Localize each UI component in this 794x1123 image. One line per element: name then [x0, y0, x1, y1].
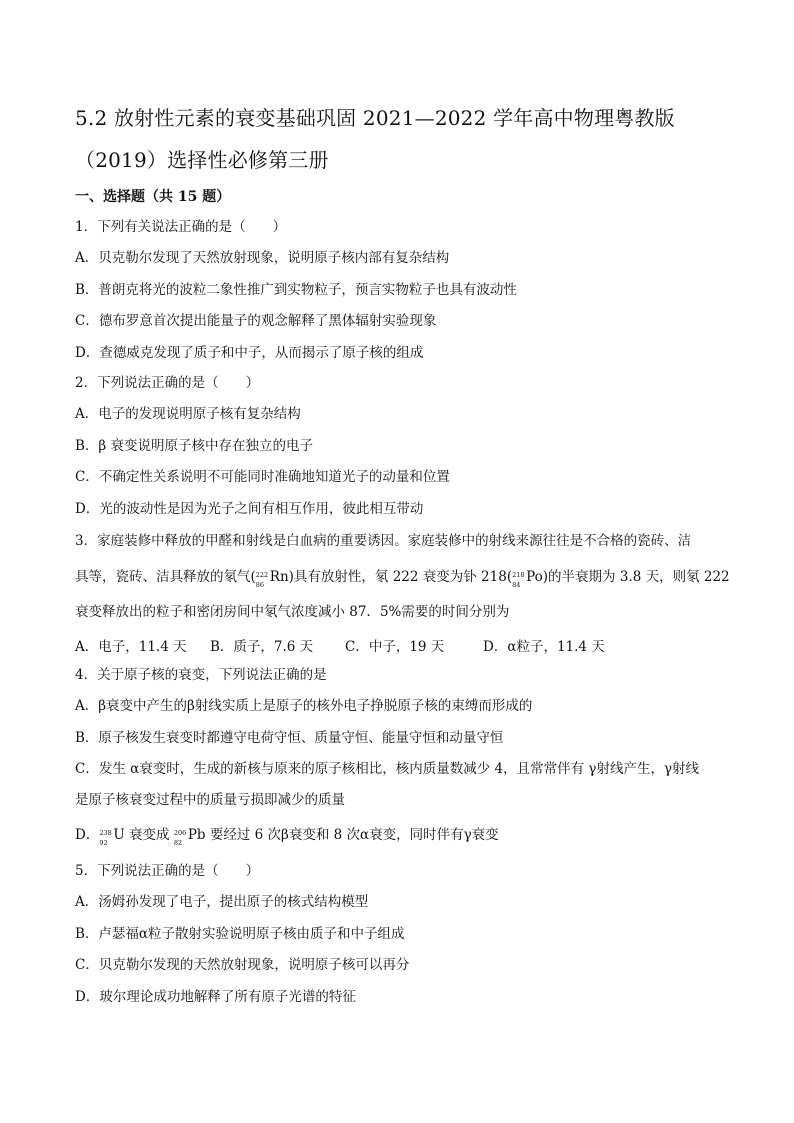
polonium-atomic-number: 84: [512, 581, 521, 589]
q4-option-d: [75, 826, 725, 847]
q5-stem: 5．下列说法正确的是（ ）: [75, 863, 260, 879]
polonium-isotope-numbers: [512, 568, 526, 589]
radon-isotope-numbers: [255, 568, 270, 589]
q5-option-d: D．玻尔理论成功地解释了所有原子光谱的特征: [75, 989, 356, 1005]
q1-option-d: D．查德威克发现了质子和中子，从而揭示了原子核的组成: [75, 345, 424, 361]
q2-option-b: B．β 衰变说明原子核中存在独立的电子: [75, 438, 314, 454]
polonium-symbol: Po: [526, 569, 543, 585]
q5-option-c: C．贝克勒尔发现的天然放射现象，说明原子核可以再分: [75, 957, 410, 973]
q1-option-a: A．贝克勒尔发现了天然放射现象，说明原子核内部有复杂结构: [75, 250, 450, 266]
radon-symbol: Rn: [269, 569, 289, 585]
q3-stem-line-3: 衰变释放出的粒子和密闭房间中氡气浓度减小 87．5%需要的时间分别为: [75, 604, 510, 620]
q3-options-row: [75, 635, 605, 655]
q4-option-d-prefix: D．: [75, 827, 100, 843]
q2-stem: 2．下列说法正确的是（ ）: [75, 375, 260, 391]
document-title-line-1: 5.2 放射性元素的衰变基础巩固 2021—2022 学年高中物理粤教版: [75, 106, 675, 130]
lead-mass-number: 206: [173, 829, 187, 837]
q1-stem: 1．下列有关说法正确的是（ ）: [75, 219, 287, 235]
q3-option-d: D．α粒子，11.4 天: [483, 639, 605, 655]
q1-option-b: B．普朗克将光的波粒二象性推广到实物粒子，预言实物粒子也具有波动性: [75, 282, 517, 298]
q3-option-c: C．中子，19 天: [345, 639, 445, 655]
radon-mass-number: 222: [255, 571, 269, 579]
q4-option-b: B．原子核发生衰变时都遵守电荷守恒、质量守恒、能量守恒和动量守恒: [75, 730, 504, 746]
q5-option-b: B．卢瑟福α粒子散射实验说明原子核由质子和中子组成: [75, 926, 405, 942]
lead-symbol: Pb: [187, 827, 206, 843]
q4-option-d-suffix: 要经过 6 次β衰变和 8 次α衰变，同时伴有γ衰变: [205, 827, 499, 843]
radon-atomic-number: 86: [255, 581, 265, 589]
q3-option-b: B．质子，7.6 天: [210, 639, 314, 655]
q4-option-d-mid: 衰变成: [124, 827, 174, 843]
uranium-symbol: U: [113, 827, 125, 843]
document-title-line-2: （2019）选择性必修第三册: [75, 148, 329, 172]
q5-option-a: A．汤姆孙发现了电子，提出原子的核式结构模型: [75, 894, 369, 910]
section-heading: 一、选择题（共 15 题）: [75, 189, 231, 205]
q4-option-c-line-2: 是原子核衰变过程中的质量亏损即减少的质量: [75, 792, 345, 808]
q1-option-c: C．德布罗意首次提出能量子的观念解释了黑体辐射实验现象: [75, 313, 437, 329]
q3-stem-line-2: [75, 568, 730, 589]
q3-stem-text-c: )的半衰期为 3.8 天，则氡 222: [542, 569, 730, 585]
q4-stem: 4．关于原子核的衰变，下列说法正确的是: [75, 667, 327, 683]
q3-stem-text-b: )具有放射性，氡 222 衰变为钋 218(: [288, 569, 513, 585]
polonium-mass-number: 218: [512, 571, 525, 579]
uranium-isotope-numbers: [99, 826, 113, 847]
q2-option-c: C．不确定性关系说明不可能同时准确地知道光子的动量和位置: [75, 469, 450, 485]
q2-option-d: D．光的波动性是因为光子之间有相互作用，彼此相互带动: [75, 501, 424, 517]
uranium-atomic-number: 92: [99, 839, 108, 847]
q2-option-a: A．电子的发现说明原子核有复杂结构: [75, 406, 301, 422]
lead-isotope-numbers: [173, 826, 188, 847]
q4-option-a: A．β衰变中产生的β射线实质上是原子的核外电子挣脱原子核的束缚而形成的: [75, 698, 533, 714]
q3-stem-text-a: 具等，瓷砖、洁具释放的氡气(: [75, 569, 256, 585]
lead-atomic-number: 82: [173, 839, 183, 847]
q4-option-c-line-1: C．发生 α衰变时，生成的新核与原来的原子核相比，核内质量数减少 4，且常常伴有 γ射线产生，γ射线: [75, 761, 700, 777]
q3-stem-line-1: 3．家庭装修中释放的甲醛和射线是白血病的重要诱因。家庭装修中的射线来源往往是不合格的瓷砖、洁: [75, 533, 692, 549]
uranium-mass-number: 238: [99, 829, 112, 837]
q3-option-a: A．电子，11.4 天: [75, 639, 187, 655]
